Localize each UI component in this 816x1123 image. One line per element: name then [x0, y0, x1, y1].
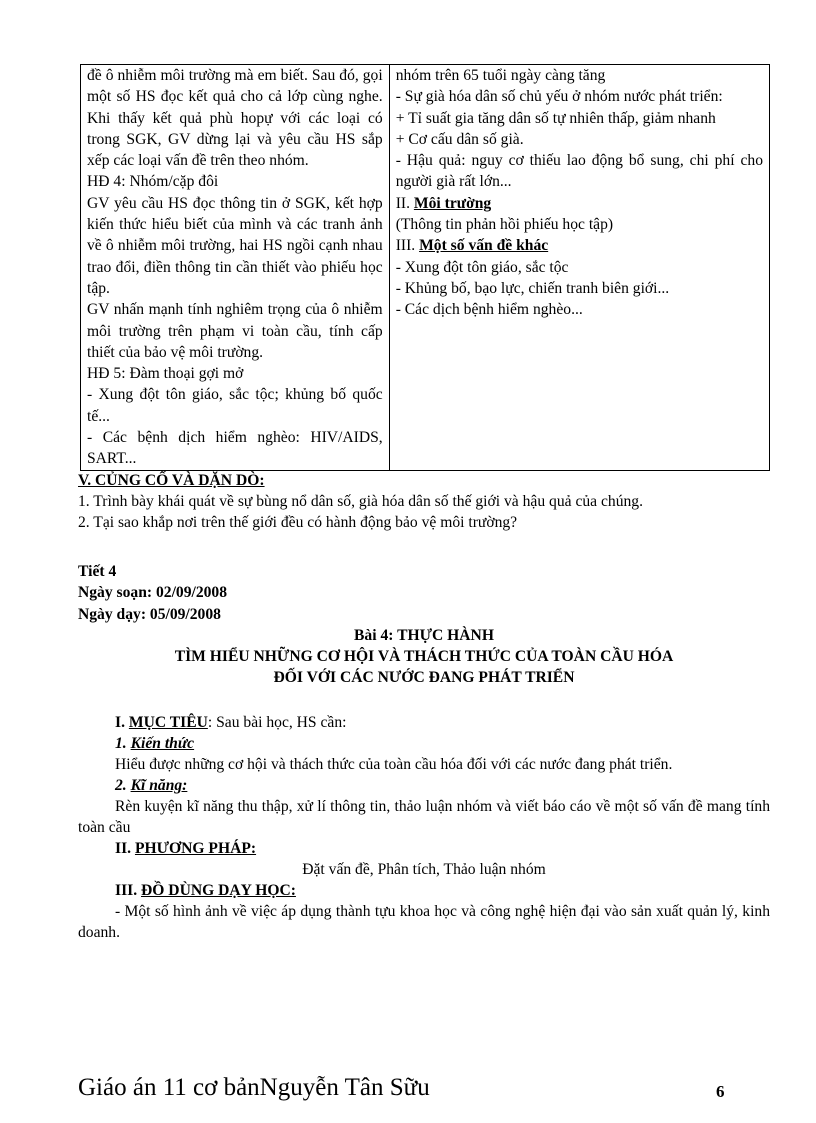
knowledge-heading: [78, 733, 770, 754]
skills-text: Rèn kuyện kĩ năng thu thập, xử lí thông tin, thảo luận nhóm và viết báo cáo về một số vấn đề mang tính toàn cầu: [78, 798, 770, 837]
heading-number: 2.: [115, 777, 131, 795]
heading-number: III.: [395, 237, 420, 255]
content-text: + Cơ cấu dân số già.: [395, 130, 524, 148]
knowledge-text: Hiểu được những cơ hội và thách thức của toàn cầu hóa đối với các nước đang phát triển.: [115, 756, 673, 774]
heading-number: 1.: [115, 735, 131, 753]
content-heading-environment: [396, 193, 763, 214]
consolidation-heading: [78, 471, 770, 491]
skills-heading: [78, 775, 770, 796]
activity-text: đề ô nhiễm môi trường mà em biết. Sau đó, gọi một số HS đọc kết quả cho cả lớp cùng nghe. Khi thấy kết quả phù hopự với các loại có trong SGK, GV dừng lại và yêu cầu HS sắp xếp các loại vấn đề trên theo nhóm.: [87, 67, 383, 170]
consolidation-heading-text: V. CỦNG CỐ VÀ DẶN DÒ:: [78, 471, 265, 489]
heading-number: III.: [115, 882, 142, 900]
materials-heading-label: ĐỒ DÙNG DẠY HỌC:: [141, 882, 296, 900]
lesson-period: Tiết 4: [78, 562, 117, 580]
content-text: - Xung đột tôn giáo, sắc tộc: [395, 258, 569, 276]
methods-heading: [78, 838, 770, 859]
footer-text: Giáo án 11 cơ bảnNguyễn Tân Sữu: [78, 1074, 430, 1101]
activity-heading: HĐ 4: Nhóm/cặp đôi: [87, 173, 219, 191]
consolidation-question-1: 1. Trình bày khái quát về sự bùng nổ dân số, già hóa dân số thế giới và hậu quả của chúng.: [78, 492, 643, 510]
activity-text: GV yêu cầu HS đọc thông tin ở SGK, kết hợp kiến thức hiểu biết của mình và các tranh ảnh về ô nhiễm môi trường, hai HS ngồi cạnh nhau trao đổi, điền thông tin cần thiết vào phiếu học tập.: [87, 194, 383, 297]
lesson-prep-date: Ngày soạn: 02/09/2008: [78, 584, 228, 602]
content-text: + Tỉ suất gia tăng dân số tự nhiên thấp, giảm nhanh: [395, 109, 716, 127]
methods-text: Đặt vấn đề, Phân tích, Thảo luận nhóm: [302, 861, 546, 879]
lesson-title-line-1: TÌM HIỂU NHỮNG CƠ HỘI VÀ THÁCH THỨC CỦA TOÀN CẦU HÓA: [174, 648, 674, 666]
page-number: 6: [716, 1082, 725, 1101]
heading-number: II.: [395, 194, 414, 212]
activity-heading: HĐ 5: Đàm thoại gợi mở: [87, 365, 244, 383]
heading-label: Môi trường: [413, 194, 492, 212]
objectives-heading-rest: : Sau bài học, HS cần:: [207, 714, 347, 732]
content-text: - Hậu quả: nguy cơ thiếu lao động bổ sung, chi phí cho người già rất lớn...: [395, 152, 763, 191]
activity-text: GV nhấn mạnh tính nghiêm trọng của ô nhiễm môi trường trên phạm vi toàn cầu, tính cấp thiết của bảo vệ môi trường.: [87, 301, 383, 361]
document-page: [78, 64, 770, 943]
content-text: - Sự già hóa dân số chủ yếu ở nhóm nước phát triển:: [395, 88, 723, 106]
objectives-heading-label: MỤC TIÊU: [128, 714, 208, 732]
content-text: - Các dịch bệnh hiểm nghèo...: [395, 301, 583, 319]
lesson-activity-table: [80, 64, 770, 471]
materials-heading: [78, 880, 770, 901]
methods-heading-label: PHƯƠNG PHÁP:: [134, 840, 257, 858]
table-row: [81, 65, 770, 471]
heading-number: II.: [115, 840, 135, 858]
lesson-teach-date: Ngày dạy: 05/09/2008: [78, 605, 221, 623]
lesson-title-line-2: ĐỐI VỚI CÁC NƯỚC ĐANG PHÁT TRIỂN: [273, 669, 575, 687]
objectives-heading: [78, 712, 770, 733]
content-text: (Thông tin phản hồi phiếu học tập): [395, 216, 614, 234]
content-cell: [389, 65, 769, 471]
lesson-number: Bài 4: THỰC HÀNH: [354, 627, 494, 645]
content-text: - Khủng bố, bạo lực, chiến tranh biên giới...: [395, 279, 670, 297]
content-heading-other-issues: [396, 235, 763, 256]
activity-text: - Xung đột tôn giáo, sắc tộc; khủng bố quốc tế...: [87, 386, 383, 425]
activity-text: - Các bệnh dịch hiểm nghèo: HIV/AIDS, SART...: [87, 429, 383, 468]
skills-heading-label: Kĩ năng:: [130, 777, 188, 795]
teacher-activities-cell: [81, 65, 390, 471]
consolidation-question-2: 2. Tại sao khắp nơi trên thế giới đều có hành động bảo vệ môi trường?: [78, 513, 518, 531]
materials-text: - Một số hình ảnh về việc áp dụng thành tựu khoa học và công nghệ hiện đại vào sản xuất quản lý, kinh doanh.: [78, 903, 770, 942]
heading-number: I.: [115, 714, 129, 732]
knowledge-heading-label: Kiến thức: [130, 735, 195, 753]
content-text: nhóm trên 65 tuổi ngày càng tăng: [395, 67, 606, 84]
heading-label: Một số vấn đề khác: [419, 237, 549, 255]
